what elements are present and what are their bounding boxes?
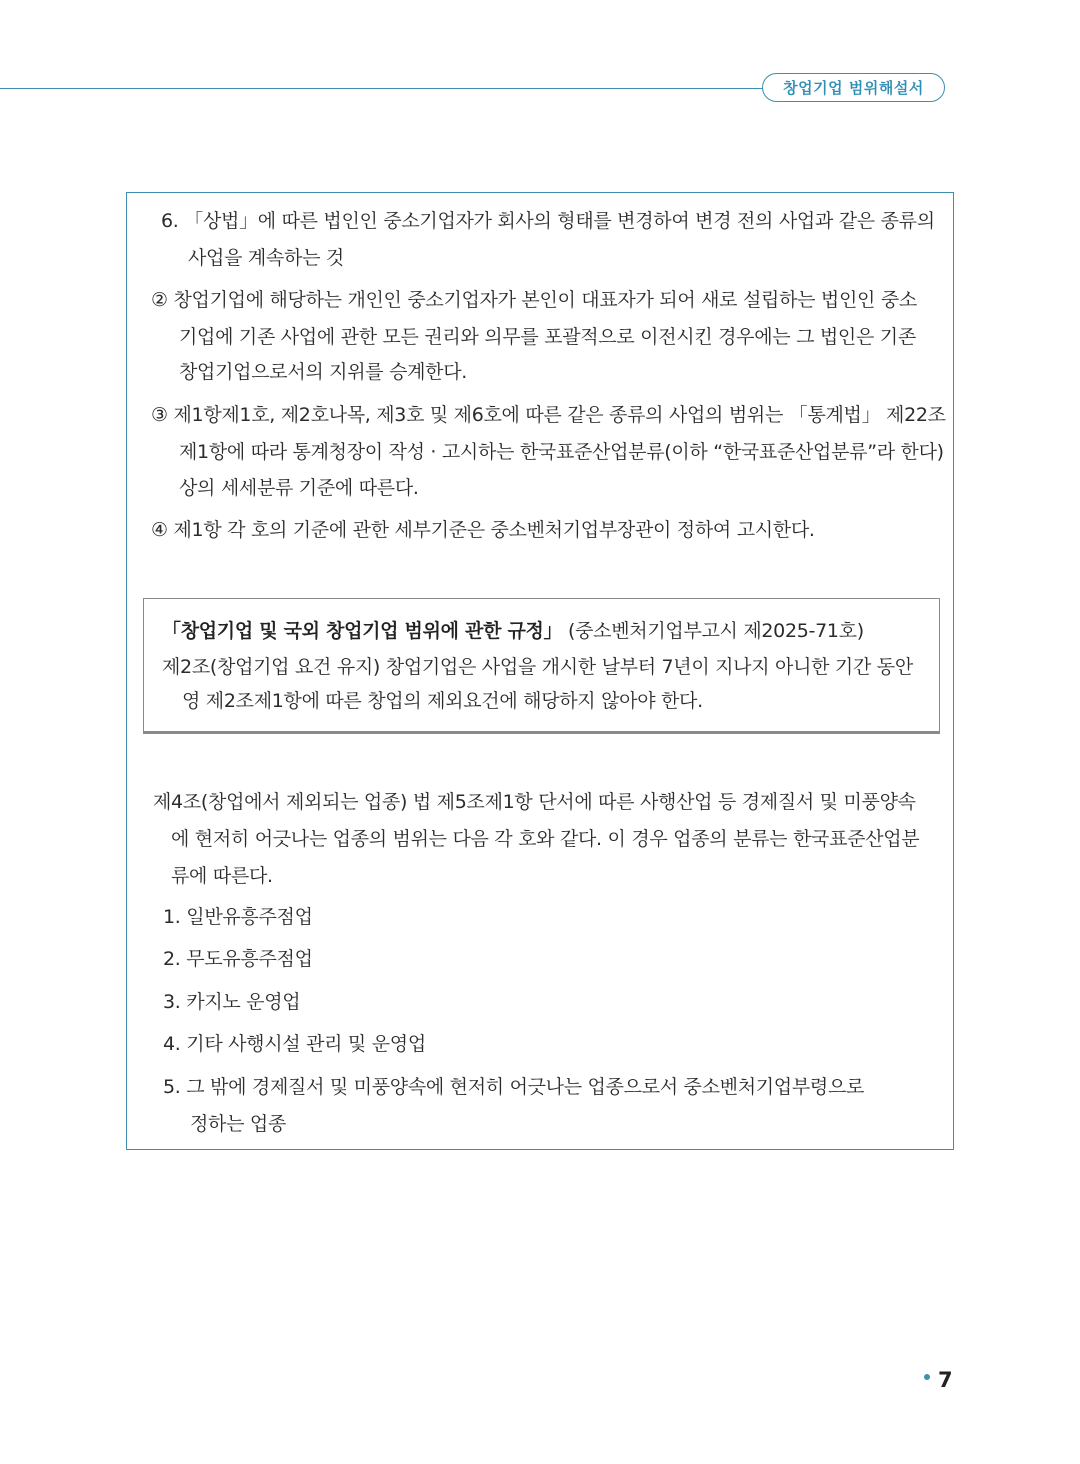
- regulation-line1: 제2조(창업기업 요건 유지) 창업기업은 사업을 개시한 날부터 7년이 지나지 아니한 기간 동안: [162, 656, 913, 678]
- para3-line3: 상의 세세분류 기준에 따른다.: [179, 477, 419, 499]
- list-item-2: 2. 무도유흥주점업: [163, 948, 313, 970]
- art4-line3: 류에 따른다.: [171, 865, 273, 887]
- main-content-box: [126, 192, 954, 1150]
- list-item-3: 3. 카지노 운영업: [163, 991, 301, 1013]
- list-item-5-line2: 정하는 업종: [190, 1113, 287, 1135]
- header-rule: [0, 88, 770, 89]
- list-item-4: 4. 기타 사행시설 관리 및 운영업: [163, 1033, 426, 1055]
- art4-line2: 에 현저히 어긋나는 업종의 범위는 다음 각 호와 같다. 이 경우 업종의 분류는 한국표준산업분: [171, 828, 920, 850]
- page-number: 7: [938, 1368, 953, 1392]
- regulation-line2: 영 제2조제1항에 따른 창업의 제외요건에 해당하지 않아야 한다.: [182, 690, 703, 712]
- para2-line2: 기업에 기존 사업에 관한 모든 권리와 의무를 포괄적으로 이전시킨 경우에는 그 법인은 기존: [179, 326, 916, 348]
- para2-line1: ② 창업기업에 해당하는 개인인 중소기업자가 본인이 대표자가 되어 새로 설립하는 법인인 중소: [151, 289, 917, 311]
- regulation-source: (중소벤처기업부고시 제2025-71호): [562, 620, 864, 642]
- header-title: 창업기업 범위해설서: [762, 73, 945, 102]
- para3-line1: ③ 제1항제1호, 제2호나목, 제3호 및 제6호에 따른 같은 종류의 사업의 범위는 「통계법」 제22조: [151, 404, 946, 426]
- item6-line1: 6. 「상법」에 따른 법인인 중소기업자가 회사의 형태를 변경하여 변경 전의 사업과 같은 종류의: [161, 210, 935, 232]
- item6-line2: 사업을 계속하는 것: [188, 247, 344, 269]
- para4-line1: ④ 제1항 각 호의 기준에 관한 세부기준은 중소벤처기업부장관이 정하여 고시한다.: [151, 519, 815, 541]
- list-item-1: 1. 일반유흥주점업: [163, 906, 313, 928]
- para3-line2: 제1항에 따라 통계청장이 작성 · 고시하는 한국표준산업분류(이하 “한국표준산업분류”라 한다): [179, 441, 944, 463]
- list-item-5: 5. 그 밖에 경제질서 및 미풍양속에 현저히 어긋나는 업종으로서 중소벤처기업부령으로: [163, 1076, 865, 1098]
- art4-line1: 제4조(창업에서 제외되는 업종) 법 제5조제1항 단서에 따른 사행산업 등 경제질서 및 미풍양속: [153, 791, 916, 813]
- para2-line3: 창업기업으로서의 지위를 승계한다.: [179, 361, 468, 383]
- page-dot-icon: [924, 1374, 930, 1380]
- regulation-box: [143, 598, 940, 734]
- regulation-title: 「창업기업 및 국외 창업기업 범위에 관한 규정」: [162, 620, 563, 642]
- regulation-heading: [162, 618, 864, 644]
